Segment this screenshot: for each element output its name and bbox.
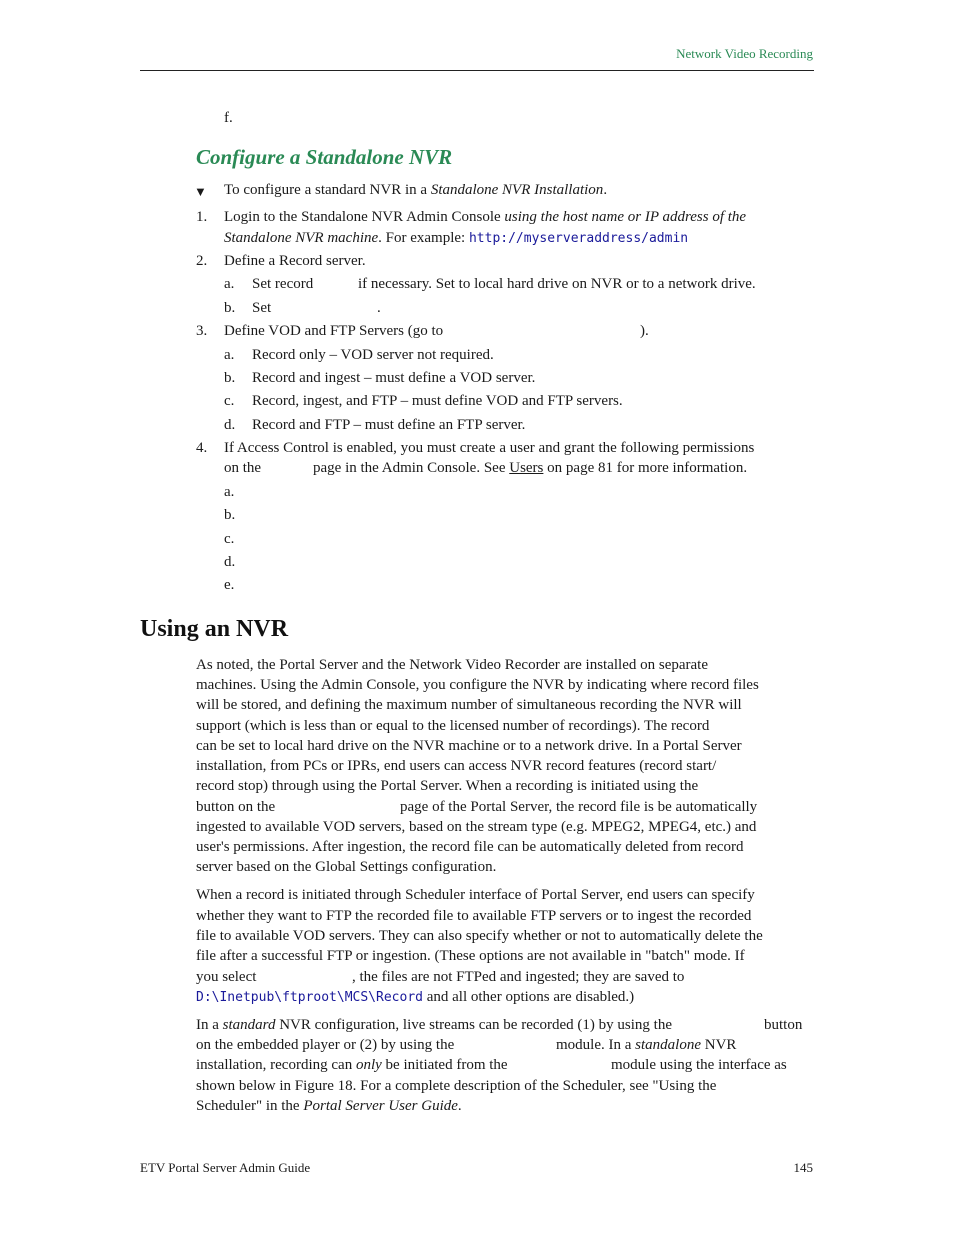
step-1-line-1: Login to the Standalone NVR Admin Console using the host name or IP address of the: [224, 209, 747, 225]
paragraph-line: user's permissions. After ingestion, the record file can be automatically deleted from record: [196, 839, 744, 855]
step-2b-text-end: .: [377, 300, 381, 316]
sub-letter: e.: [224, 577, 235, 593]
paragraph-line-start: you select: [196, 969, 257, 985]
running-header: Network Video Recording: [676, 46, 813, 61]
record-path: D:\Inetpub\ftproot\MCS\Record: [196, 990, 423, 1005]
footer-title: ETV Portal Server Admin Guide: [140, 1160, 311, 1175]
sub-letter: a.: [224, 347, 235, 363]
paragraph-line: When a record is initiated through Scheduler interface of Portal Server, end users can specify: [196, 887, 755, 903]
section-heading-using: Using an NVR: [140, 616, 289, 642]
step-2a-text-start: Set record: [252, 276, 314, 292]
sub-letter: c.: [224, 393, 235, 409]
paragraph-line-start: button on the: [196, 799, 276, 815]
step-3-text-start: Define VOD and FTP Servers (go to: [224, 323, 444, 339]
paragraph-line: In a standard NVR configuration, live streams can be recorded (1) by using the: [196, 1017, 673, 1033]
paragraph-line: file to available VOD servers. They can also specify whether or not to automatically delete the: [196, 928, 763, 944]
paragraph-line: ingested to available VOD servers, based on the stream type (e.g. MPEG2, MPEG4, etc.) and: [196, 819, 757, 835]
paragraph-line: record stop) through using the Portal Server. When a recording is initiated using the: [196, 778, 699, 794]
paragraph-line: As noted, the Portal Server and the Network Video Recorder are installed on separate: [196, 657, 708, 673]
header-rule: [140, 70, 814, 71]
paragraph-line-end: button: [764, 1017, 803, 1033]
list-item-letter: f.: [224, 110, 233, 126]
sub-letter: a.: [224, 276, 235, 292]
step-2a-text-end: if necessary. Set to local hard drive on NVR or to a network drive.: [358, 276, 756, 292]
step-2b-text-start: Set: [252, 300, 272, 316]
paragraph-line: can be set to local hard drive on the NVR machine or to a network drive. In a Portal Server: [196, 738, 742, 754]
step-3-text-end: ).: [640, 323, 649, 339]
section-heading-configure: Configure a Standalone NVR: [196, 145, 453, 169]
step-4-line-1: If Access Control is enabled, you must create a user and grant the following permissions: [224, 440, 755, 456]
sub-letter: d.: [224, 417, 236, 433]
step-3d-text: Record and FTP – must define an FTP server.: [252, 417, 526, 433]
paragraph-line: will be stored, and defining the maximum number of simultaneous recording the NVR will: [196, 697, 742, 713]
paragraph-line: machines. Using the Admin Console, you configure the NVR by indicating where record files: [196, 677, 759, 693]
sub-letter: c.: [224, 531, 235, 547]
step-4-line-2-start: on the: [224, 460, 262, 476]
step-3c-text: Record, ingest, and FTP – must define VOD and FTP servers.: [252, 393, 623, 409]
page-number: 145: [793, 1160, 813, 1175]
example-url-link[interactable]: http://myserveraddress/admin: [468, 231, 689, 246]
step-3b-text: Record and ingest – must define a VOD server.: [252, 370, 536, 386]
step-4-line-2-end: page in the Admin Console. See Users on page 81 for more information.: [313, 460, 748, 476]
users-link[interactable]: Users: [509, 460, 544, 476]
step-number: 4.: [196, 440, 208, 456]
paragraph-line: server based on the Global Settings configuration.: [196, 859, 497, 875]
sub-letter: b.: [224, 507, 236, 523]
step-1-line-2: Standalone NVR machine. For example: http://myserveraddress/admin: [224, 230, 689, 246]
paragraph-line-end: page of the Portal Server, the record file is be automatically: [400, 799, 758, 815]
paragraph-line-start: on the embedded player or (2) by using the: [196, 1037, 455, 1053]
sub-letter: a.: [224, 484, 235, 500]
paragraph-line: shown below in Figure 18. For a complete description of the Scheduler, see "Using the: [196, 1078, 717, 1094]
sub-letter: b.: [224, 370, 236, 386]
paragraph-line-end: module. In a standalone NVR: [556, 1037, 737, 1053]
paragraph-line-end: , the files are not FTPed and ingested; they are saved to: [352, 969, 685, 985]
paragraph-line-end: module using the interface as: [611, 1057, 787, 1073]
sub-letter: d.: [224, 554, 236, 570]
step-3a-text: Record only – VOD server not required.: [252, 347, 494, 363]
step-number: 1.: [196, 209, 208, 225]
triangle-bullet-icon: ▼: [194, 184, 207, 199]
procedure-intro: To configure a standard NVR in a Standalone NVR Installation.: [224, 182, 608, 198]
step-number: 2.: [196, 253, 208, 269]
paragraph-line: Scheduler" in the Portal Server User Guide.: [196, 1098, 462, 1114]
paragraph-line: installation, from PCs or IPRs, end users can access NVR record features (record start/: [196, 758, 717, 774]
step-2-text: Define a Record server.: [224, 253, 366, 269]
paragraph-line: whether they want to FTP the recorded file to available FTP servers or to ingest the recorded: [196, 908, 752, 924]
sub-letter: b.: [224, 300, 236, 316]
step-number: 3.: [196, 323, 208, 339]
paragraph-line: support (which is less than or equal to the licensed number of recordings). The record: [196, 718, 710, 734]
paragraph-line-start: installation, recording can only be initiated from the: [196, 1057, 508, 1073]
paragraph-line: D:\Inetpub\ftproot\MCS\Record and all other options are disabled.): [196, 989, 635, 1005]
paragraph-line: file after a successful FTP or ingestion. (These options are not available in "batch" mode. If: [196, 948, 745, 964]
